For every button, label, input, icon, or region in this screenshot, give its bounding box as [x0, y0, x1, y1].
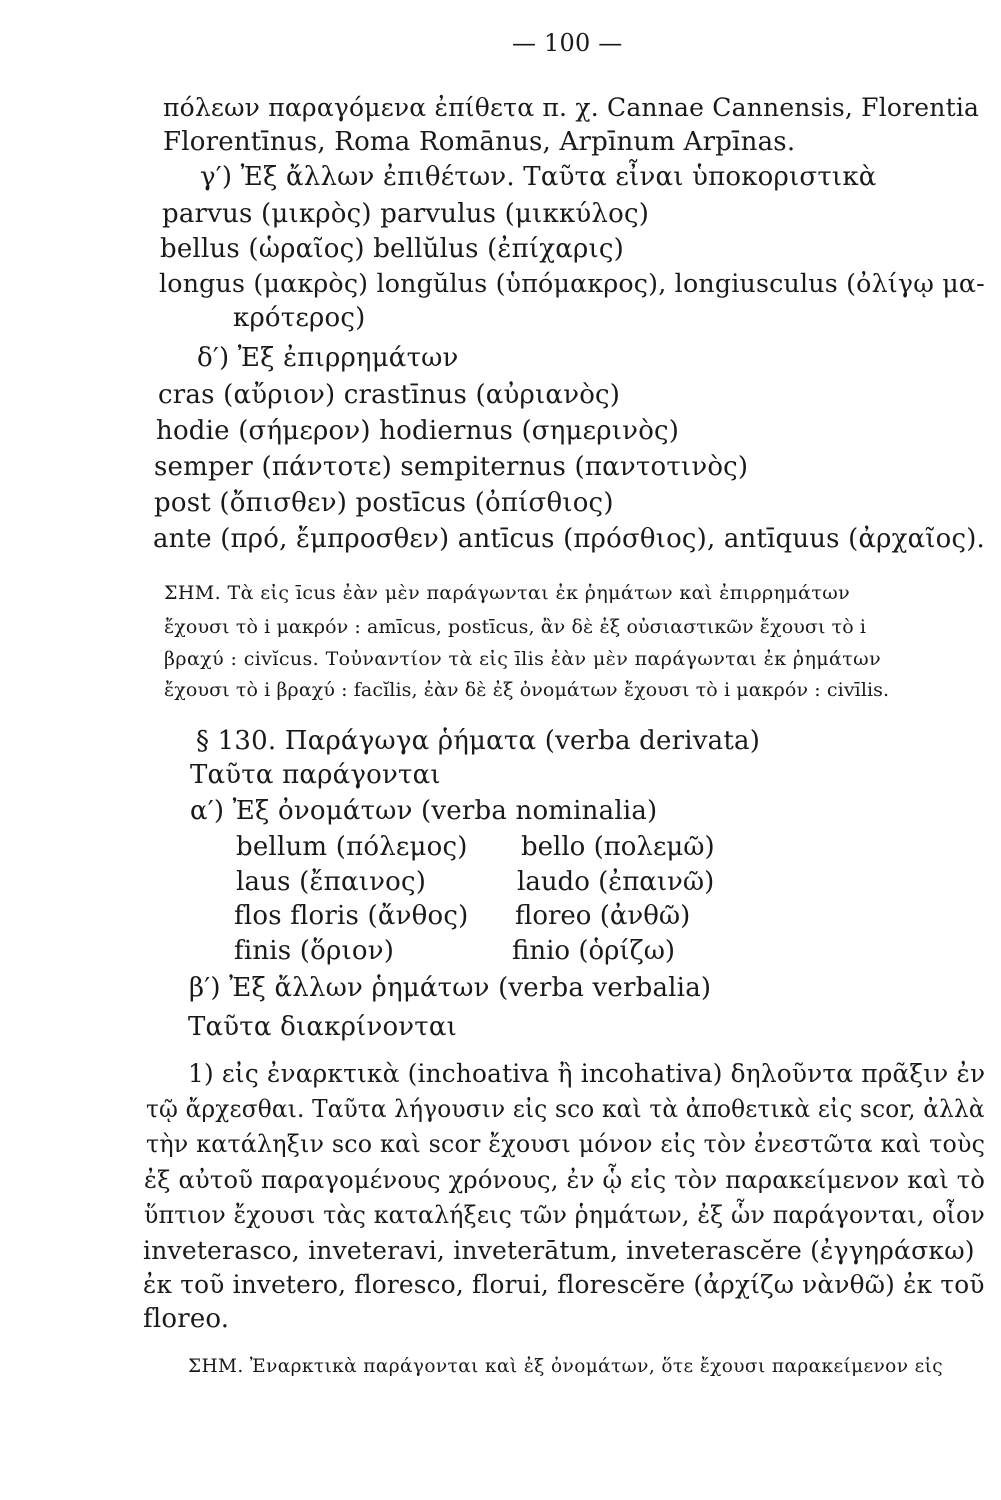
- note-line: ἔχουσι τὸ i βραχύ : facĭlis, ἐὰν δὲ ἐξ ὀνομάτων ἔχουσι τὸ i μακρόν : civīlis.: [164, 679, 890, 701]
- pair-right: bello (πολεμῶ): [521, 832, 715, 862]
- text-line: longus (μακρὸς) longŭlus (ὑπόμακρος), longiusculus (ὀλίγῳ μα-: [159, 269, 985, 299]
- text-line: post (ὄπισθεν) postīcus (ὀπίσθιος): [154, 488, 614, 518]
- text-line: κρότερος): [233, 303, 366, 333]
- pair-left: flos floris (ἄνθος): [234, 901, 469, 931]
- para-line: ἐκ τοῦ invetero, floresco, florui, florescĕre (ἀρχίζω νὰνθῶ) ἐκ τοῦ: [143, 1270, 985, 1299]
- para-line: ὕπτιον ἔχουσι τὰς καταλήξεις τῶν ῥημάτων, ἐξ ὧν παράγονται, οἷον: [144, 1200, 985, 1229]
- para-line: τὴν κατάληξιν sco καὶ scor ἔχουσι μόνον εἰς τὸν ἐνεστῶτα καὶ τοὺς: [146, 1129, 986, 1158]
- pair-right: laudo (ἐπαινῶ): [517, 867, 715, 897]
- text-line: πόλεων παραγόμενα ἐπίθετα π. χ. Cannae Cannensis, Florentia: [163, 93, 980, 122]
- page-number-header: — 100 —: [512, 29, 623, 57]
- text-line: hodie (σήμερον) hodiernus (σημερινὸς): [156, 416, 680, 446]
- note-line: ἔχουσι τὸ i μακρόν : amīcus, postīcus, ἂν δὲ ἐξ οὐσιαστικῶν ἔχουσι τὸ i: [164, 616, 867, 638]
- para-line: floreo.: [143, 1304, 230, 1334]
- para-line: ἐξ αὐτοῦ παραγομένους χρόνους, ἐν ᾧ εἰς τὸν παρακείμενον καὶ τὸ: [144, 1165, 986, 1194]
- pair-left: laus (ἔπαινος): [236, 867, 427, 897]
- note-line: βραχύ : civĭcus. Τοὐναντίον τὰ εἰς īlis ἐὰν μὲν παράγωνται ἐκ ῥημάτων: [164, 648, 882, 670]
- text-line: cras (αὔριον) crastīnus (αὐριανὸς): [158, 380, 621, 410]
- text-line: Ταῦτα παράγονται: [190, 760, 441, 790]
- pair-left: finis (ὅριον): [234, 936, 395, 966]
- para-line: inveterasco, inveteravi, inveterātum, inveterascĕre (ἐγγηράσκω): [143, 1236, 975, 1265]
- subsection-heading: α′) Ἐξ ὀνομάτων (verba nominalia): [190, 796, 658, 826]
- text-line: Florentīnus, Roma Romānus, Arpīnum Arpīnas.: [163, 127, 796, 157]
- para-line: 1) εἰς ἐναρκτικὰ (inchoativa ἢ incohativa) δηλοῦντα πρᾶξιν ἐν: [188, 1059, 986, 1088]
- para-line: τῷ ἄρχεσθαι. Ταῦτα λήγουσιν εἰς sco καὶ τὰ ἀποθετικὰ εἰς scor, ἀλλὰ: [146, 1094, 985, 1123]
- text-line: Ταῦτα διακρίνονται: [188, 1012, 458, 1042]
- pair-right: floreo (ἀνθῶ): [515, 901, 691, 931]
- text-line: parvus (μικρὸς) parvulus (μικκύλος): [162, 199, 650, 229]
- pair-right: finio (ὁρίζω): [512, 936, 676, 966]
- text-line: bellus (ὡραῖος) bellŭlus (ἐπίχαρις): [160, 234, 624, 264]
- note-line: ΣΗΜ. Τὰ εἰς īcus ἐὰν μὲν παράγωνται ἐκ ῥημάτων καὶ ἐπιρρημάτων: [164, 582, 851, 604]
- subsection-heading: δ′) Ἐξ ἐπιρρημάτων: [197, 343, 459, 373]
- text-line: ante (πρό, ἔμπροσθεν) antīcus (πρόσθιος), antīquus (ἀρχαῖος).: [153, 524, 985, 554]
- subsection-heading: γ′) Ἐξ ἄλλων ἐπιθέτων. Ταῦτα εἶναι ὑποκοριστικὰ: [200, 162, 877, 192]
- subsection-heading: β′) Ἐξ ἄλλων ῥημάτων (verba verbalia): [189, 973, 712, 1003]
- section-heading: § 130. Παράγωγα ῥήματα (verba derivata): [196, 726, 761, 756]
- text-line: semper (πάντοτε) sempiternus (παντοτινὸς): [154, 452, 749, 482]
- note-line: ΣΗΜ. Ἐναρκτικὰ παράγονται καὶ ἐξ ὀνομάτων, ὅτε ἔχουσι παρακείμενον εἰς: [188, 1356, 944, 1377]
- pair-left: bellum (πόλεμος): [236, 832, 468, 862]
